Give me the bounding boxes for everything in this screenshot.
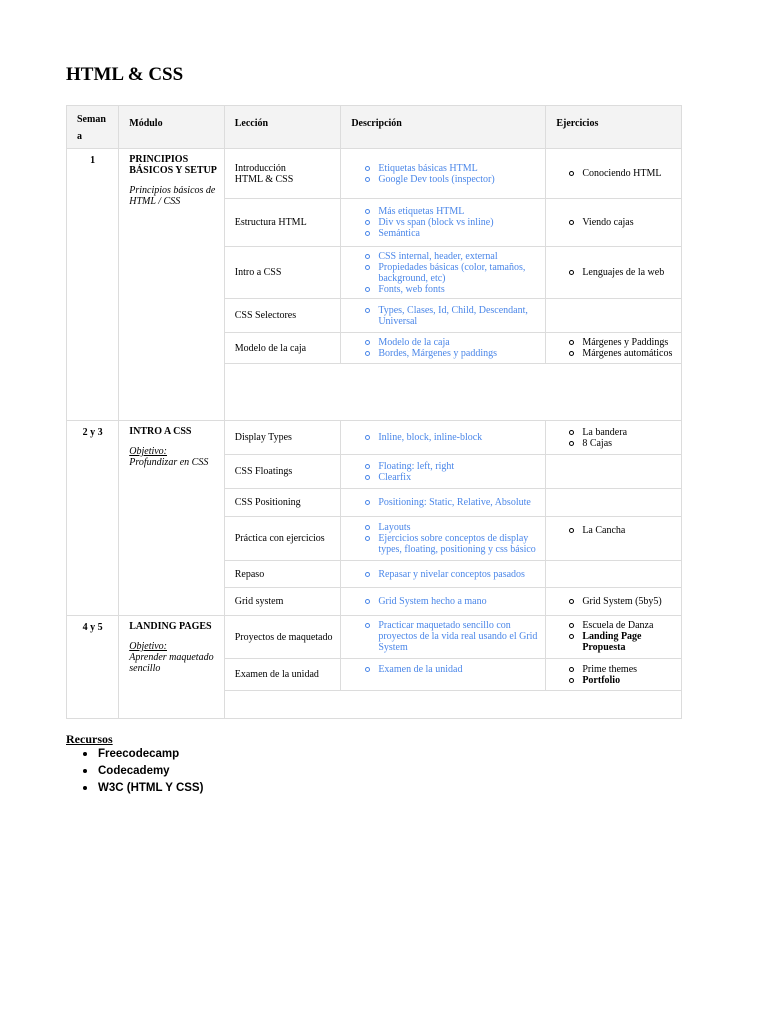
resources-title: Recursos — [66, 732, 113, 746]
module-name: PRINCIPIOS BÁSICOS Y SETUP — [129, 154, 217, 176]
exercise-item: Conociendo HTML — [582, 168, 681, 179]
week-number: 1 — [67, 149, 119, 421]
resources-list — [98, 746, 203, 797]
description-item: Inline, block, inline-block — [378, 432, 545, 443]
lesson-cell: CSS Selectores — [224, 299, 341, 333]
exercise-cell — [546, 517, 682, 561]
description-cell — [341, 149, 546, 199]
lesson-cell: Proyectos de maquetado — [224, 616, 341, 659]
exercise-item: Lenguajes de la web — [582, 267, 681, 278]
module-objective: Principios básicos de HTML / CSS — [129, 185, 216, 207]
header-descripcion: Descripción — [341, 106, 546, 149]
description-cell — [341, 421, 546, 455]
exercise-cell — [546, 199, 682, 247]
description-item: Examen de la unidad — [378, 664, 545, 675]
exercise-cell — [546, 659, 682, 691]
resource-item: Freecodecamp — [98, 746, 203, 763]
description-item: Repasar y nivelar conceptos pasados — [378, 569, 545, 580]
lesson-cell: Grid system — [224, 588, 341, 616]
table-row — [67, 616, 682, 659]
exercise-cell — [546, 616, 682, 659]
description-item: Types, Clases, Id, Child, Descendant, Universal — [378, 305, 545, 327]
description-cell — [341, 517, 546, 561]
lesson-cell: Examen de la unidad — [224, 659, 341, 691]
description-cell — [341, 333, 546, 364]
lesson-cell: Modelo de la caja — [224, 333, 341, 364]
lesson-cell: CSS Floatings — [224, 455, 341, 489]
exercise-item: Portfolio — [582, 675, 681, 686]
lesson-cell: Repaso — [224, 561, 341, 588]
exercise-cell — [546, 421, 682, 455]
lesson-cell: Display Types — [224, 421, 341, 455]
empty-cell — [224, 691, 681, 719]
description-item: Etiquetas básicas HTML — [378, 163, 545, 174]
week-number: 4 y 5 — [67, 616, 119, 719]
module-cell — [119, 149, 225, 421]
exercise-item: Grid System (5by5) — [582, 596, 681, 607]
module-name: LANDING PAGES — [129, 621, 212, 632]
description-item: Floating: left, right — [378, 461, 545, 472]
exercise-item: Márgenes y Paddings — [582, 337, 681, 348]
header-leccion: Lección — [224, 106, 341, 149]
exercise-item: Escuela de Danza — [582, 620, 681, 631]
exercise-cell — [546, 299, 682, 333]
exercise-cell — [546, 455, 682, 489]
exercise-item: La bandera — [582, 427, 681, 438]
lesson-cell: Práctica con ejercicios — [224, 517, 341, 561]
description-cell — [341, 616, 546, 659]
header-semana: Seman a — [67, 106, 119, 149]
description-item: Más etiquetas HTML — [378, 206, 545, 217]
week-number: 2 y 3 — [67, 421, 119, 616]
lesson-cell: Introducción HTML & CSS — [224, 149, 341, 199]
description-cell — [341, 588, 546, 616]
module-objective: Profundizar en CSS — [129, 457, 209, 468]
description-cell — [341, 299, 546, 333]
module-cell — [119, 616, 225, 719]
description-item: Fonts, web fonts — [378, 284, 545, 295]
description-item: Grid System hecho a mano — [378, 596, 545, 607]
lesson-cell: CSS Positioning — [224, 489, 341, 517]
description-item: Practicar maquetado sencillo con proyectos de la vida real usando el Grid System — [378, 620, 545, 653]
exercise-item: 8 Cajas — [582, 438, 681, 449]
exercise-item: Landing Page Propuesta — [582, 631, 681, 653]
page-title: HTML & CSS — [66, 64, 184, 85]
exercise-item: La Cancha — [582, 525, 681, 536]
table-row — [67, 421, 682, 455]
description-item: Div vs span (block vs inline) — [378, 217, 545, 228]
exercise-cell — [546, 489, 682, 517]
description-cell — [341, 199, 546, 247]
header-ejercicios: Ejercicios — [546, 106, 682, 149]
description-item: Google Dev tools (inspector) — [378, 174, 545, 185]
exercise-cell — [546, 333, 682, 364]
exercise-cell — [546, 588, 682, 616]
resource-item: Codecademy — [98, 763, 203, 780]
module-objective: Aprender maquetado sencillo — [129, 652, 214, 674]
lesson-cell: Estructura HTML — [224, 199, 341, 247]
table-row — [67, 149, 682, 199]
exercise-cell — [546, 561, 682, 588]
description-cell — [341, 247, 546, 299]
description-cell — [341, 561, 546, 588]
description-item: Ejercicios sobre conceptos de display types, floating, positioning y css básico — [378, 533, 545, 555]
exercise-item: Viendo cajas — [582, 217, 681, 228]
exercise-item: Prime themes — [582, 664, 681, 675]
description-cell — [341, 659, 546, 691]
header-modulo: Módulo — [119, 106, 225, 149]
description-item: Clearfix — [378, 472, 545, 483]
empty-cell — [224, 364, 681, 421]
exercise-cell — [546, 149, 682, 199]
course-schedule-table — [66, 105, 682, 719]
description-item: Modelo de la caja — [378, 337, 545, 348]
description-item: Bordes, Márgenes y paddings — [378, 348, 545, 359]
description-cell — [341, 455, 546, 489]
exercise-item: Márgenes automáticos — [582, 348, 681, 359]
resource-item: W3C (HTML Y CSS) — [98, 780, 203, 797]
module-name: INTRO A CSS — [129, 426, 192, 437]
description-item: Semántica — [378, 228, 545, 239]
table-header-row — [67, 106, 682, 149]
module-cell — [119, 421, 225, 616]
description-item: Positioning: Static, Relative, Absolute — [378, 497, 545, 508]
module-objective-label: Objetivo: — [129, 641, 168, 652]
description-item: Layouts — [378, 522, 545, 533]
lesson-cell: Intro a CSS — [224, 247, 341, 299]
description-cell — [341, 489, 546, 517]
module-objective-label: Objetivo: — [129, 446, 168, 457]
description-item: Propiedades básicas (color, tamaños, background, etc) — [378, 262, 545, 284]
exercise-cell — [546, 247, 682, 299]
description-item: CSS internal, header, external — [378, 251, 545, 262]
